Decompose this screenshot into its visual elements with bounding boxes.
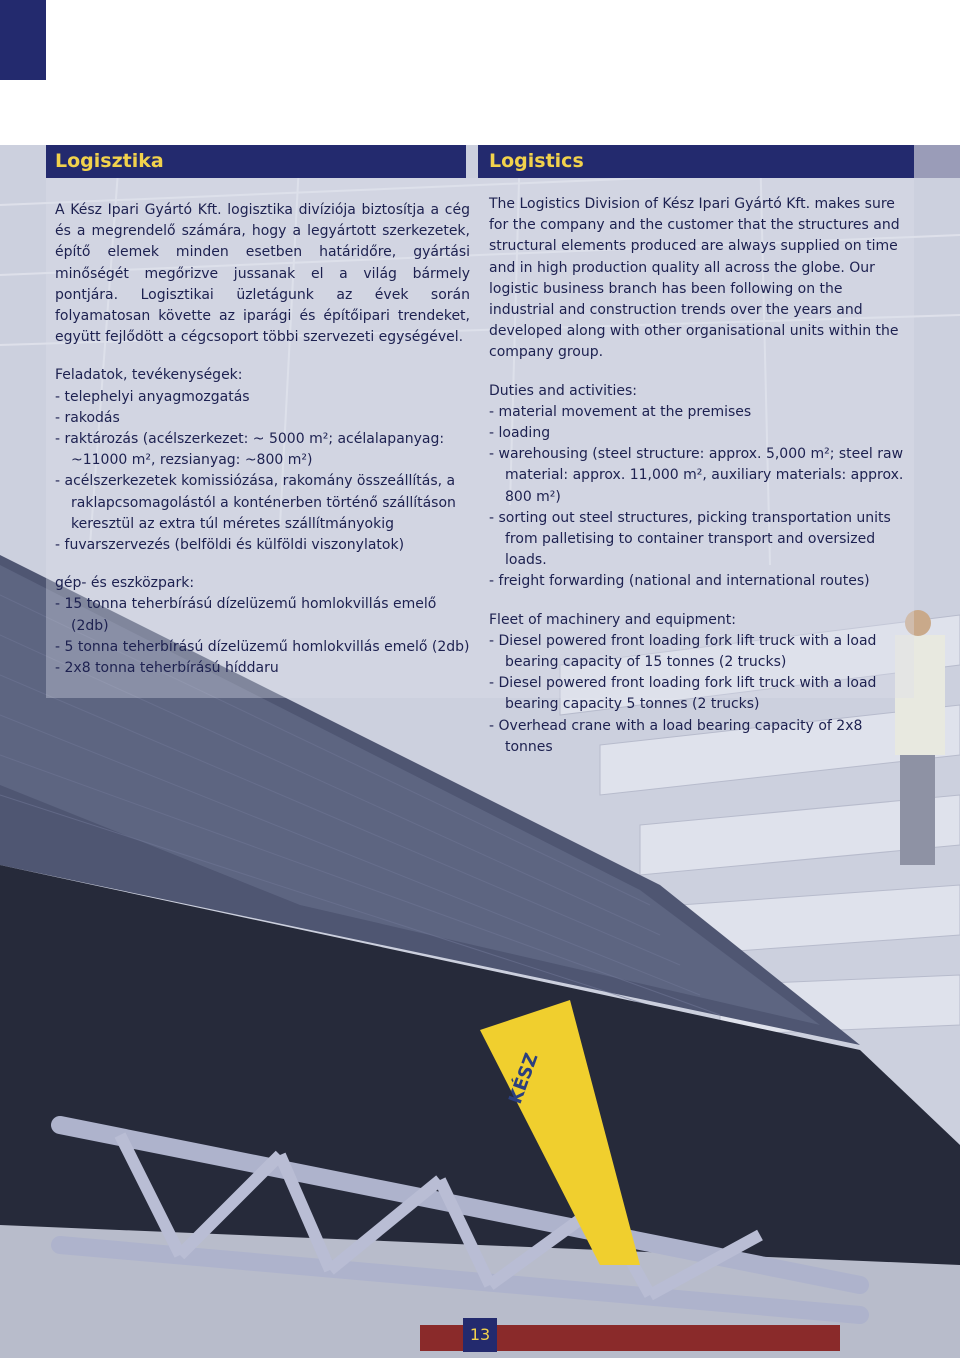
list-item: - loading <box>489 423 907 444</box>
list-item: - Overhead crane with a load bearing capacity of 2x8 tonnes <box>489 716 907 758</box>
english-column <box>489 194 907 775</box>
hungarian-intro: A Kész Ipari Gyártó Kft. logisztika divíziója biztosítja a cég és a megrendelő számára, hogy a legyártott szerkezetek, építő elemek minden esetben határidőre, gyártási minőségét megőrizve jussanak el a világ bármely pontjára. Logisztikai üzletágunk az évek során folyamatosan követte az iparági és építőipari trendeket, együtt fejlődött a cégcsoport többi szervezeti egységével. <box>55 202 470 346</box>
kesz-sign-text: KÉSZ <box>504 1050 543 1107</box>
hungarian-tasks-heading: Feladatok, tevékenységek: <box>55 367 243 384</box>
list-item: - Diesel powered front loading fork lift truck with a load bearing capacity 5 tonnes (2 trucks) <box>489 673 907 715</box>
list-item: - telephelyi anyagmozgatás <box>55 387 470 408</box>
hungarian-section-title: Logisztika <box>55 150 164 172</box>
hungarian-fleet-list <box>55 594 470 679</box>
list-item: - material movement at the premises <box>489 402 907 423</box>
english-section-title: Logistics <box>489 150 584 172</box>
english-intro: The Logistics Division of Kész Ipari Gyártó Kft. makes sure for the company and the customer that the structures and structural elements produced are always supplied on time and in high production quality all across the globe. Our logistic business branch has been following on the industrial and construction trends over the years and developed along with other organisational units within the company group. <box>489 196 900 361</box>
list-item: - 2x8 tonna teherbírású híddaru <box>55 658 470 679</box>
page-number: 13 <box>463 1318 497 1352</box>
list-item: - rakodás <box>55 408 470 429</box>
hungarian-column <box>55 200 470 696</box>
list-item: - 5 tonna teherbírású dízelüzemű homlokvillás emelő (2db) <box>55 637 470 658</box>
list-item: - sorting out steel structures, picking transportation units from palletising to container transport and oversized loads. <box>489 508 907 572</box>
english-tasks-list <box>489 402 907 593</box>
hungarian-fleet-heading: gép- és eszközpark: <box>55 575 195 592</box>
header-bar-tail <box>914 145 960 178</box>
list-item: - 15 tonna teherbírású dízelüzemű homlokvillás emelő (2db) <box>55 594 470 636</box>
list-item: - fuvarszervezés (belföldi és külföldi viszonylatok) <box>55 535 470 556</box>
list-item: - acélszerkezetek komissiózása, rakomány összeállítás, a raklapcsomagolástól a konténerben történő szállításon keresztül az extra túl méretes szállítmányokig <box>55 471 470 535</box>
english-fleet-heading: Fleet of machinery and equipment: <box>489 611 736 628</box>
list-item: - Diesel powered front loading fork lift truck with a load bearing capacity of 15 tonnes (2 trucks) <box>489 631 907 673</box>
corner-accent-block <box>0 0 46 80</box>
english-tasks-heading: Duties and activities: <box>489 382 638 399</box>
hungarian-tasks-list <box>55 387 470 557</box>
list-item: - warehousing (steel structure: approx. 5,000 m²; steel raw material: approx. 11,000 m², auxiliary materials: approx. 800 m²) <box>489 444 907 508</box>
list-item: - raktározás (acélszerkezet: ~ 5000 m²; acélalapanyag: ~11000 m², rezsianyag: ~800 m²) <box>55 429 470 471</box>
english-fleet-list <box>489 631 907 758</box>
list-item: - freight forwarding (national and international routes) <box>489 571 907 592</box>
